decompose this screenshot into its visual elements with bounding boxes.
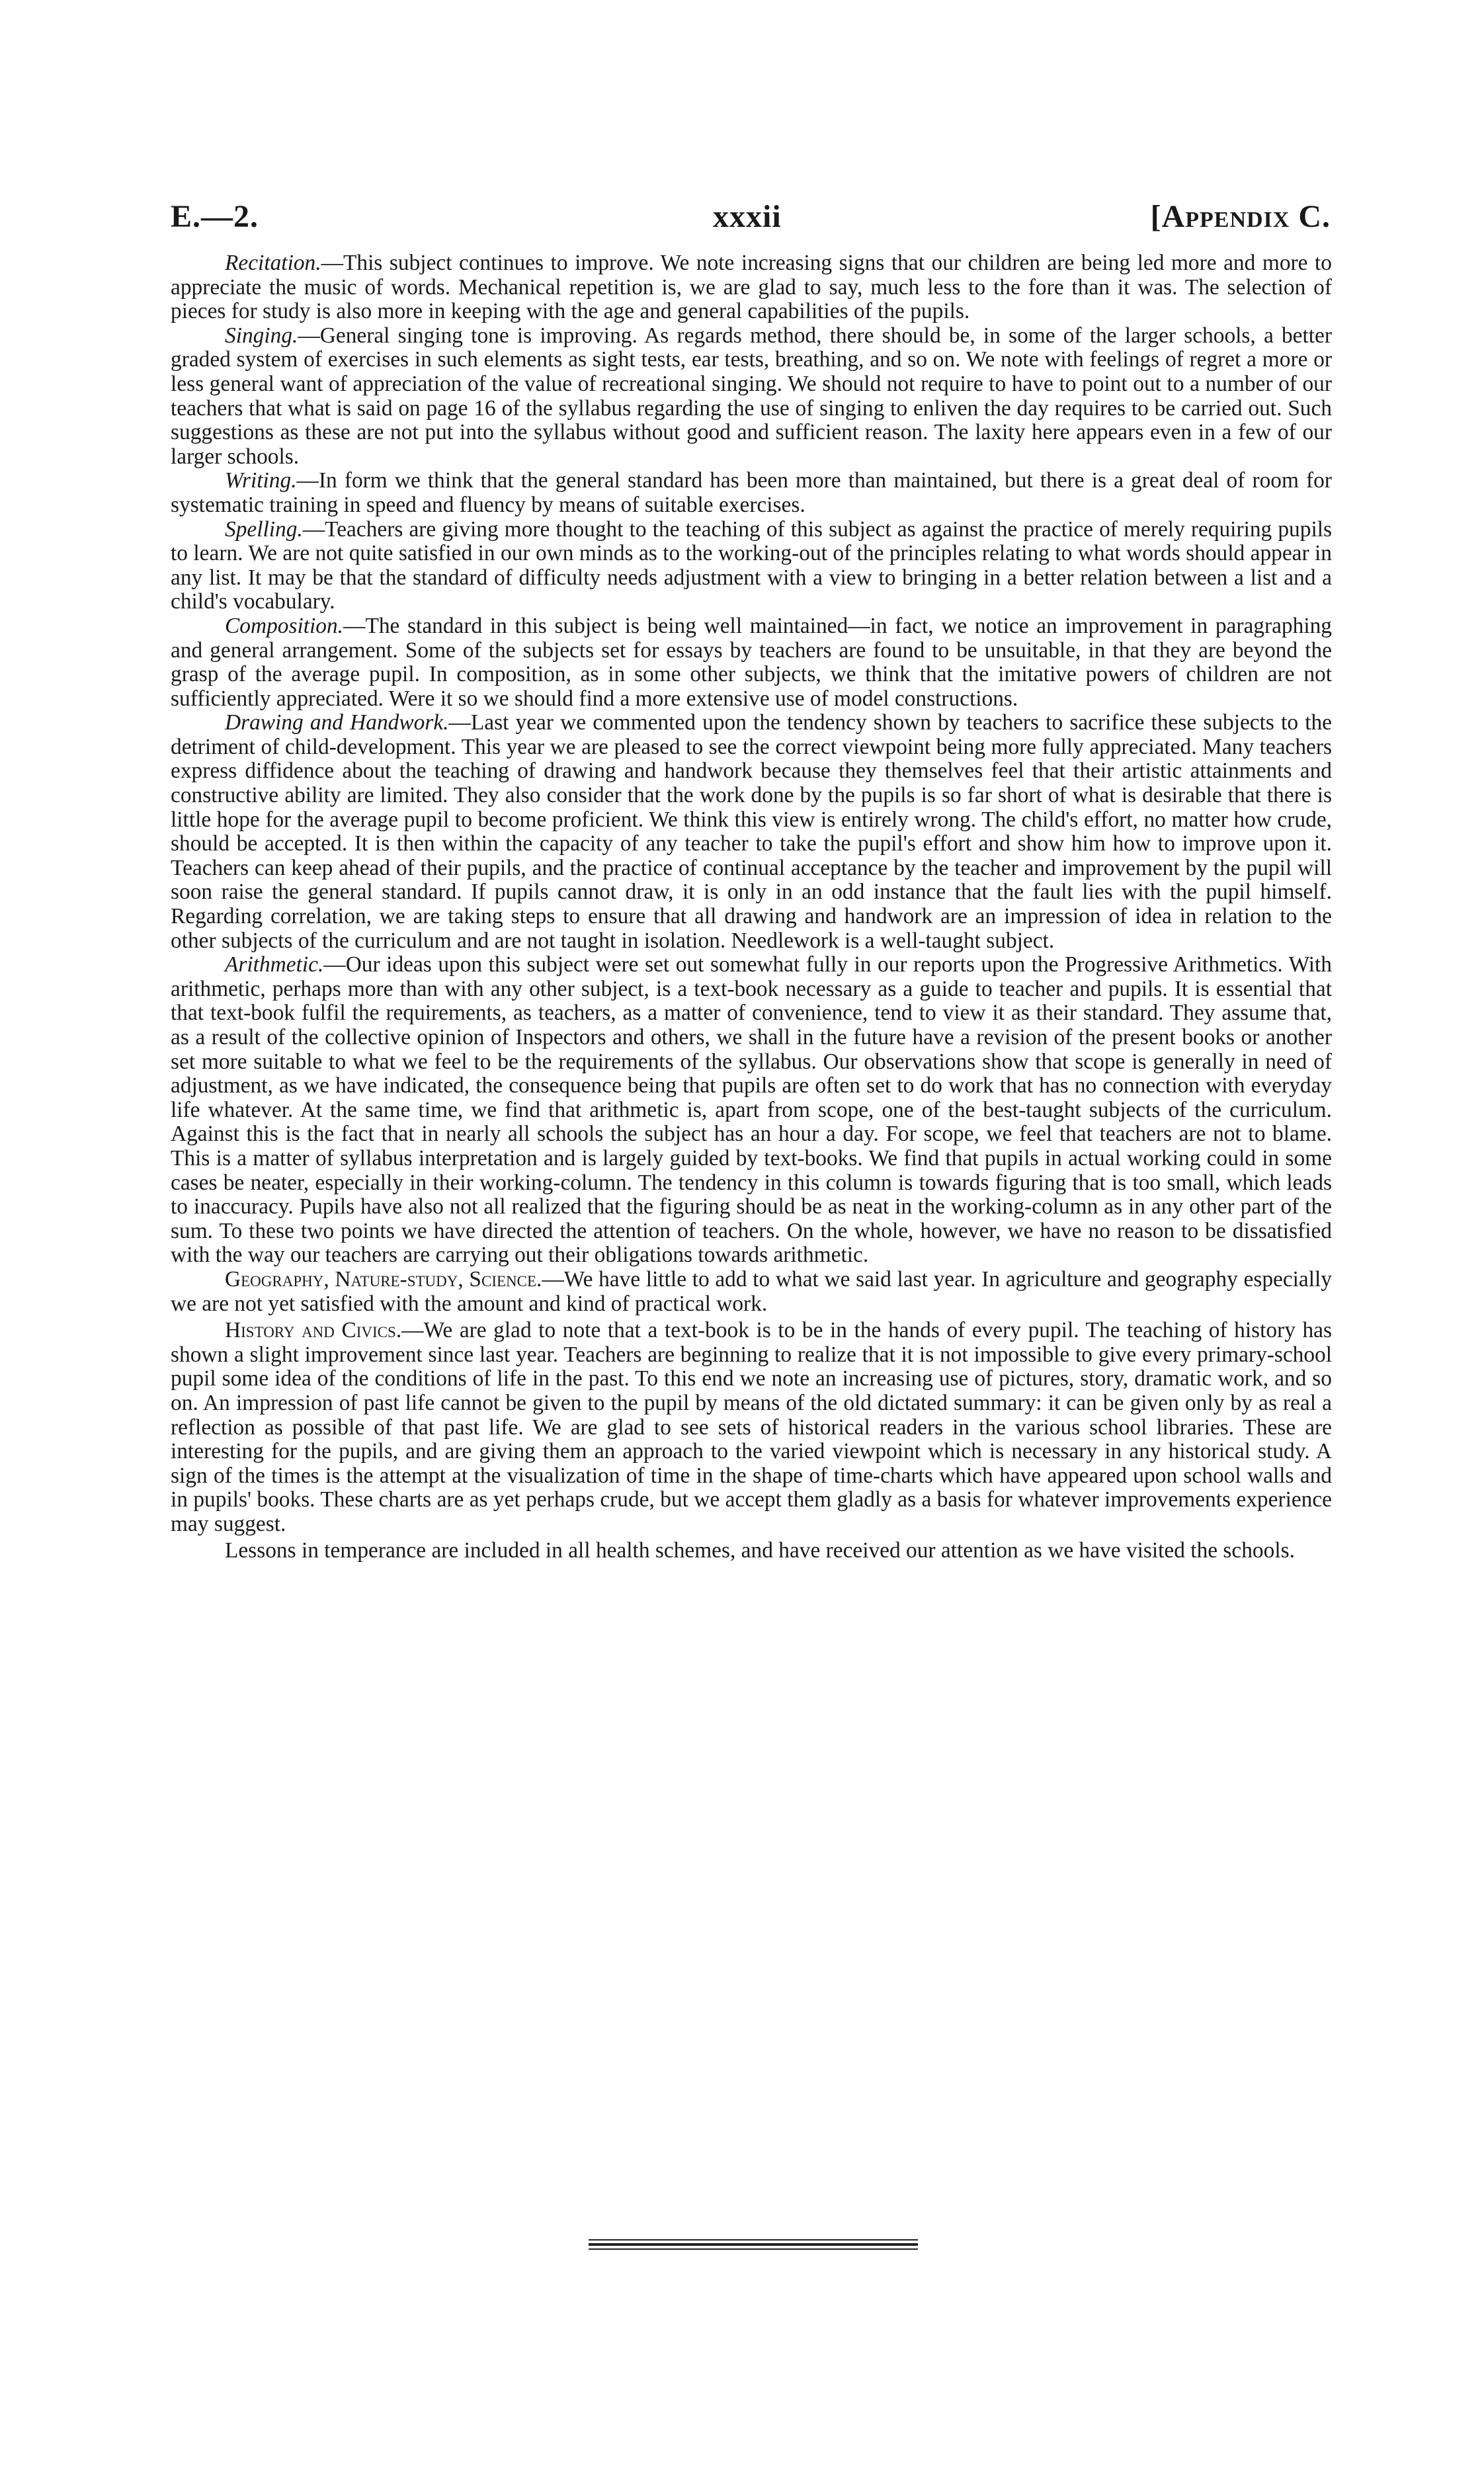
paragraph-drawing-handwork bbox=[171, 711, 1332, 953]
paragraph-composition bbox=[171, 614, 1332, 711]
paragraph-heading: Spelling. bbox=[225, 516, 303, 542]
paragraph-heading: Geography, Nature-study, Science. bbox=[225, 1266, 542, 1292]
paragraph-heading: Arithmetic. bbox=[225, 952, 324, 977]
paragraph-text: —This subject continues to improve. We note increasing signs that our children are being led more and more to appreciate the music of words. Mechanical repetition is, we are glad to say, much less to the fore than it was. The selection of pieces for study is also more in keeping with the age and general capabilities of the pupils. bbox=[171, 251, 1332, 324]
paragraph-text: Lessons in temperance are included in all health schemes, and have received our attention as we have visited the schools. bbox=[225, 1538, 1295, 1563]
end-rule-bottom bbox=[589, 2248, 918, 2250]
paragraph-writing bbox=[171, 469, 1332, 517]
page-number: xxxii bbox=[713, 199, 782, 234]
paragraph-text: —Our ideas upon this subject were set out somewhat fully in our reports upon the Progressive Arithmetics. With arithmetic, perhaps more than with any other subject, is a text-book necessary as a guide to teacher and pupils. It is essential that that text-book fulfil the requirements, as teachers, as a matter of convenience, tend to view it as their standard. They assume that, as a result of the collective opinion of Inspectors and others, we shall in the future have a revision of the present books or another set more suitable to what we feel to be the requirements of the syllabus. Our observations show that scope is generally in need of adjustment, as we have indicated, the consequence being that pupils are often set to do work that has no connection with everyday life whatever. At the same time, we find that arithmetic is, apart from scope, one of the best-taught subjects of the curriculum. Against this is the fact that in nearly all schools the subject has an hour a day. For scope, we feel that teachers are not to blame. This is a matter of syllabus interpretation and is largely guided by text-books. We find that pupils in actual working could in some cases be neater, especially in their working-column. The tendency in this column is towards figuring that is too small, which leads to inaccuracy. Pupils have also not all realized that the figuring should be as neat in the working-column as in any other part of the sum. To these two points we have directed the attention of teachers. On the whole, however, we have no reason to be dissatisfied with the way our teachers are carrying out their obligations towards arithmetic. bbox=[171, 952, 1332, 1268]
paragraph-text: —In form we think that the general standard has been more than maintained, but there is a great deal of room for systematic training in speed and fluency by means of suitable exercises. bbox=[171, 468, 1332, 517]
paragraph-heading: Drawing and Handwork. bbox=[225, 710, 449, 735]
paragraph-singing bbox=[171, 324, 1332, 470]
paragraph-text: —Last year we commented upon the tendency shown by teachers to sacrifice these subjects to the detriment of child-development. This year we are pleased to see the correct viewpoint being more fully appreciated. Many teachers express diffidence about the teaching of drawing and handwork because they themselves feel that their artistic attainments and constructive ability are limited. They also consider that the work done by the pupils is so far short of what is desirable that there is little hope for the average pupil to become proficient. We think this view is entirely wrong. The child's effort, no matter how crude, should be accepted. It is then within the capacity of any teacher to take the pupil's effort and show him how to improve upon it. Teachers can keep ahead of their pupils, and the practice of continual acceptance by the teacher and improvement by the pupil will soon raise the general standard. If pupils cannot draw, it is only in an odd instance that the fault lies with the pupil himself. Regarding correlation, we are taking steps to ensure that all drawing and handwork are an impression of idea in relation to the other subjects of the curriculum and are not taught in isolation. Needlework is a well-taught subject. bbox=[171, 710, 1332, 953]
paragraph-arithmetic bbox=[171, 953, 1332, 1268]
paragraph-heading: Writing. bbox=[225, 468, 297, 493]
paragraph-heading: History and Civics. bbox=[225, 1318, 402, 1343]
paragraph-temperance bbox=[171, 1539, 1332, 1563]
paragraph-heading: Recitation. bbox=[225, 251, 321, 275]
appendix-text: Appendix C. bbox=[1161, 199, 1331, 234]
paragraph-history-civics bbox=[171, 1319, 1332, 1536]
end-rule-middle bbox=[589, 2243, 918, 2246]
page-header bbox=[171, 198, 1331, 245]
end-rule-top bbox=[589, 2239, 918, 2241]
paragraph-heading: Composition. bbox=[225, 613, 344, 638]
paragraph-recitation bbox=[171, 251, 1332, 324]
paragraph-text: —The standard in this subject is being well maintained—in fact, we notice an improvement in paragraphing and general arrangement. Some of the subjects set for essays by teachers are found to be unsuitable, in that they are beyond the grasp of the average pupil. In composition, as in some other subjects, we think that the imitative powers of children are not sufficiently appreciated. Were it so we should find a more extensive use of model constructions. bbox=[171, 613, 1332, 711]
paragraph-geography bbox=[171, 1268, 1332, 1316]
appendix-bracket: [ bbox=[1150, 199, 1162, 234]
paragraph-text: —Teachers are giving more thought to the teaching of this subject as against the practice of merely requiring pupils to learn. We are not quite satisfied in our own minds as to the working-out of the principles relating to what words should appear in any list. It may be that the standard of difficulty needs adjustment with a view to bringing in a better relation between a list and a child's vocabulary. bbox=[171, 516, 1332, 614]
report-code: E.—2. bbox=[171, 199, 259, 234]
paragraph-text: —We are glad to note that a text-book is to be in the hands of every pupil. The teaching of history has shown a slight improvement since last year. Teachers are beginning to realize that it is not impossible to give every primary-school pupil some idea of the conditions of life in the past. To this end we note an increasing use of pictures, story, dramatic work, and so on. An impression of past life cannot be given to the pupil by means of the old dictated summary: it can be given only by as real a reflection as possible of that past life. We are glad to see sets of historical readers in the various school libraries. These are interesting for the pupils, and are giving them an approach to the varied viewpoint which is necessary in any historical study. A sign of the times is the attempt at the visualization of time in the shape of time-charts which have appeared upon school walls and in pupils' books. These charts are as yet perhaps crude, but we accept them gladly as a basis for whatever improvements experience may suggest. bbox=[171, 1318, 1332, 1536]
report-body bbox=[171, 251, 1332, 1563]
end-rule bbox=[589, 2239, 918, 2252]
paragraph-text: —We have little to add to what we said last year. In agriculture and geography especially we are not yet satisfied with the amount and kind of practical work. bbox=[171, 1266, 1332, 1316]
paragraph-heading: Singing. bbox=[225, 323, 298, 348]
paragraph-text: —General singing tone is improving. As regards method, there should be, in some of the larger schools, a better graded system of exercises in such elements as sight tests, ear tests, breathing, and so on. We note with feelings of regret a more or less general want of appreciation of the value of recreational singing. We should not require to have to point out to a number of our teachers that what is said on page 16 of the syllabus regarding the use of singing to enliven the day requires to be carried out. Such suggestions as these are not put into the syllabus without good and sufficient reason. The laxity here appears even in a few of our larger schools. bbox=[171, 323, 1332, 469]
paragraph-spelling bbox=[171, 518, 1332, 614]
appendix-label bbox=[1151, 198, 1331, 235]
